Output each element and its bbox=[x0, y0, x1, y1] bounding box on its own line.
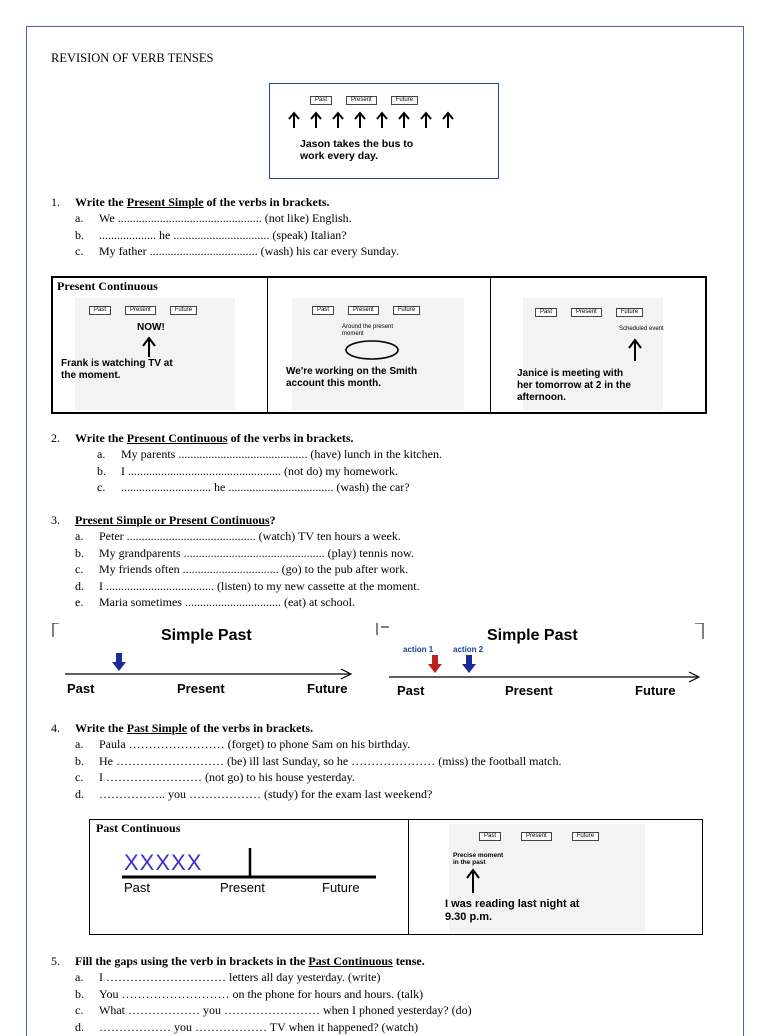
simple-past-diagram-sequence bbox=[379, 623, 707, 705]
caption-line: the moment. bbox=[61, 370, 121, 381]
exercise-item bbox=[75, 986, 472, 1003]
timeline-future-label: Future bbox=[393, 306, 420, 315]
exercise-item bbox=[75, 786, 562, 803]
exercise-item bbox=[75, 594, 420, 611]
caption-line: 9.30 p.m. bbox=[445, 911, 493, 923]
question-3-heading bbox=[51, 513, 276, 528]
item-letter: a. bbox=[75, 211, 84, 225]
item-letter: b. bbox=[75, 986, 84, 1001]
up-arrow-icon bbox=[627, 338, 643, 362]
timeline-past-label: Past bbox=[312, 306, 334, 315]
tense-name: Present Simple or Present Continuous bbox=[75, 513, 270, 527]
timeline-past-label: Past bbox=[67, 681, 95, 696]
timeline-row bbox=[535, 308, 643, 317]
item-letter: a. bbox=[75, 737, 84, 751]
caption-line: Frank is watching TV at bbox=[61, 358, 173, 369]
item-text: Paula …………………… (forget) to phone Sam on his birthday. bbox=[99, 737, 411, 751]
past-continuous-table bbox=[89, 819, 703, 935]
heading-text: of the verbs in brackets. bbox=[187, 721, 314, 735]
caption-line: Jason takes the bus to bbox=[300, 138, 414, 150]
caption-line: work every day. bbox=[300, 150, 379, 162]
exercise-item bbox=[75, 753, 562, 770]
item-text: My friends often ................................ (go) to the pub after work. bbox=[99, 562, 409, 576]
exercise-item bbox=[75, 769, 562, 786]
scheduled-event-marker: Scheduled event bbox=[619, 326, 664, 332]
item-letter: d. bbox=[75, 786, 84, 801]
timeline-past-label: Past bbox=[124, 880, 151, 895]
exercise-item bbox=[75, 545, 420, 562]
up-arrow-icon bbox=[465, 868, 481, 894]
question-number: 5. bbox=[51, 954, 60, 968]
item-text: ……………… you ……………… TV when it happened? (watch) bbox=[99, 1019, 419, 1034]
item-letter: c. bbox=[75, 770, 84, 784]
marker-line: moment bbox=[342, 331, 364, 337]
timeline-future-label: Future bbox=[170, 306, 197, 315]
item-text: I ................................................... (not do) my homework. bbox=[121, 463, 398, 478]
tense-name: Present Simple bbox=[126, 195, 204, 209]
item-text: He ……………………… (be) ill last Sunday, so he ………………… (miss) the football match. bbox=[99, 753, 562, 768]
simple-past-title: Simple Past bbox=[487, 627, 578, 644]
item-text: Maria sometimes ................................ (eat) at school. bbox=[99, 595, 355, 609]
red-down-arrow-icon bbox=[427, 655, 443, 675]
timeline-present-label: Present bbox=[177, 681, 225, 696]
question-number: 1. bbox=[51, 195, 60, 209]
item-text: What ……………… you …………………… when I phoned yesterday? (do) bbox=[99, 1003, 472, 1017]
exercise-item bbox=[75, 1002, 472, 1019]
question-4-heading bbox=[51, 721, 313, 736]
caption-line: I was reading last night at bbox=[445, 898, 580, 910]
illustration-panel bbox=[61, 298, 235, 410]
duration-marks: XXXXX bbox=[124, 850, 203, 875]
timeline-row bbox=[310, 96, 418, 105]
present-continuous-table bbox=[51, 276, 707, 414]
exercise-item bbox=[75, 227, 399, 244]
simple-past-diagram-single bbox=[49, 623, 381, 705]
exercise-item bbox=[75, 578, 420, 595]
question-3-items bbox=[75, 528, 420, 611]
item-letter: b. bbox=[97, 463, 106, 478]
timeline-past-label: Past bbox=[535, 308, 557, 317]
heading-text: of the verbs in brackets. bbox=[203, 195, 330, 209]
cell-caption bbox=[517, 368, 631, 404]
timeline-row bbox=[89, 306, 197, 315]
tense-name: Present Continuous bbox=[126, 431, 228, 445]
worksheet-page bbox=[26, 26, 744, 1036]
caption-line: her tomorrow at 2 in the bbox=[517, 380, 631, 391]
caption-line: We're working on the Smith bbox=[286, 366, 418, 377]
action-2-label: action 2 bbox=[453, 645, 484, 654]
ellipse-icon bbox=[342, 339, 402, 361]
item-text: I …………………… (not go) to his house yesterday. bbox=[99, 770, 355, 784]
around-present-marker bbox=[342, 324, 393, 338]
cell-caption bbox=[61, 358, 173, 382]
timeline-present-label: Present bbox=[346, 96, 377, 105]
question-4-items bbox=[75, 736, 562, 802]
present-simple-caption bbox=[300, 138, 413, 162]
heading-text: ? bbox=[269, 513, 276, 527]
simple-past-title: Simple Past bbox=[161, 627, 252, 644]
item-text: I .................................... (listen) to my new cassette at the moment. bbox=[99, 578, 420, 593]
marker-line: in the past bbox=[453, 859, 486, 866]
up-arrow-icon bbox=[141, 336, 157, 358]
question-number: 3. bbox=[51, 513, 60, 527]
present-continuous-cell-around bbox=[268, 278, 491, 412]
past-continuous-diagram-cell bbox=[89, 819, 409, 935]
question-2-items bbox=[97, 446, 442, 496]
heading-text: Fill the gaps using the verb in brackets in the bbox=[75, 954, 309, 968]
heading-text: Write the bbox=[75, 431, 127, 445]
present-continuous-heading: Present Continuous bbox=[57, 279, 158, 293]
present-continuous-cell-scheduled bbox=[491, 278, 705, 412]
timeline-present-label: Present bbox=[505, 683, 553, 698]
item-letter: a. bbox=[97, 447, 106, 461]
item-letter: c. bbox=[75, 1003, 84, 1017]
tense-name: Past Simple bbox=[126, 721, 188, 735]
timeline-past-label: Past bbox=[310, 96, 332, 105]
question-number: 2. bbox=[51, 431, 60, 445]
heading-text: Write the bbox=[75, 721, 127, 735]
marker-line: Around the present bbox=[342, 324, 394, 330]
action-1-label: action 1 bbox=[403, 645, 434, 654]
item-letter: d. bbox=[75, 578, 84, 593]
item-letter: b. bbox=[75, 227, 84, 242]
exercise-item bbox=[97, 479, 442, 496]
timeline-future-label: Future bbox=[391, 96, 418, 105]
caption-line: afternoon. bbox=[517, 392, 566, 403]
past-continuous-example-cell bbox=[409, 819, 703, 935]
caption-line: Janice is meeting with bbox=[517, 368, 624, 379]
cell-caption bbox=[286, 366, 417, 390]
item-text: My parents ........................................... (have) lunch in the kitchen. bbox=[121, 447, 442, 461]
item-letter: c. bbox=[75, 562, 84, 576]
heading-text: tense. bbox=[392, 954, 425, 968]
item-text: We ................................................ (not like) English. bbox=[99, 211, 352, 225]
repeated-arrows-icon bbox=[286, 110, 466, 130]
present-simple-illustration bbox=[269, 83, 499, 179]
timeline-present-label: Present bbox=[571, 308, 602, 317]
item-text: My grandparents ............................................... (play) tennis now. bbox=[99, 545, 414, 560]
tense-name: Past Continuous bbox=[308, 954, 393, 968]
past-continuous-caption bbox=[445, 898, 579, 924]
question-1-heading bbox=[51, 195, 330, 210]
heading-text: of the verbs in brackets. bbox=[227, 431, 354, 445]
timeline-present-label: Present bbox=[125, 306, 156, 315]
illustration-panel bbox=[517, 298, 664, 410]
timeline-future-label: Future bbox=[635, 683, 676, 698]
item-text: .............................. he ................................... (wash) the car? bbox=[121, 480, 410, 494]
item-text: Peter ........................................... (watch) TV ten hours a week. bbox=[99, 529, 401, 543]
item-letter: c. bbox=[97, 480, 106, 494]
timeline-past-label: Past bbox=[89, 306, 111, 315]
timeline-present-label: Present bbox=[521, 832, 552, 841]
exercise-item bbox=[75, 1019, 472, 1036]
item-text: …………….. you ……………… (study) for the exam last weekend? bbox=[99, 786, 433, 801]
exercise-item bbox=[97, 463, 442, 480]
timeline-future-label: Future bbox=[322, 880, 360, 895]
exercise-item bbox=[75, 736, 562, 753]
question-5-heading bbox=[51, 954, 425, 969]
timeline-row bbox=[479, 832, 599, 841]
item-letter: e. bbox=[75, 595, 84, 609]
timeline-future-label: Future bbox=[616, 308, 643, 317]
item-letter: d. bbox=[75, 1019, 84, 1034]
item-letter: a. bbox=[75, 529, 84, 543]
timeline-past-label: Past bbox=[479, 832, 501, 841]
exercise-item bbox=[75, 561, 420, 578]
timeline-future-label: Future bbox=[572, 832, 599, 841]
item-text: ................... he ................................ (speak) Italian? bbox=[99, 227, 347, 242]
past-continuous-heading: Past Continuous bbox=[96, 821, 181, 835]
exercise-item bbox=[75, 528, 420, 545]
question-number: 4. bbox=[51, 721, 60, 735]
item-letter: a. bbox=[75, 970, 84, 984]
down-arrow-icon bbox=[111, 653, 127, 673]
exercise-item bbox=[97, 446, 442, 463]
item-text: You ……………………… on the phone for hours and hours. (talk) bbox=[99, 986, 424, 1001]
item-letter: b. bbox=[75, 545, 84, 560]
timeline-row bbox=[312, 306, 420, 315]
down-arrow-icon bbox=[461, 655, 477, 675]
item-letter: c. bbox=[75, 244, 84, 258]
item-text: I ………………………… letters all day yesterday. (write) bbox=[99, 970, 381, 984]
present-continuous-cell-now bbox=[53, 278, 268, 412]
timeline-future-label: Future bbox=[307, 681, 348, 696]
timeline-present-label: Present bbox=[348, 306, 379, 315]
worksheet-title: REVISION OF VERB TENSES bbox=[51, 51, 214, 65]
heading-text: Write the bbox=[75, 195, 127, 209]
exercise-item bbox=[75, 243, 399, 260]
now-marker: NOW! bbox=[137, 322, 165, 333]
marker-line: Precise moment bbox=[453, 852, 504, 859]
exercise-item bbox=[75, 210, 399, 227]
caption-line: account this month. bbox=[286, 378, 381, 389]
exercise-item bbox=[75, 969, 472, 986]
illustration-panel bbox=[286, 298, 464, 410]
item-letter: b. bbox=[75, 753, 84, 768]
question-5-items bbox=[75, 969, 472, 1035]
precise-moment-marker bbox=[453, 852, 503, 866]
timeline-past-label: Past bbox=[397, 683, 425, 698]
question-2-heading bbox=[51, 431, 354, 446]
item-text: My father .................................... (wash) his car every Sunday. bbox=[99, 244, 399, 258]
question-1-items bbox=[75, 210, 399, 260]
timeline-present-label: Present bbox=[220, 880, 265, 895]
